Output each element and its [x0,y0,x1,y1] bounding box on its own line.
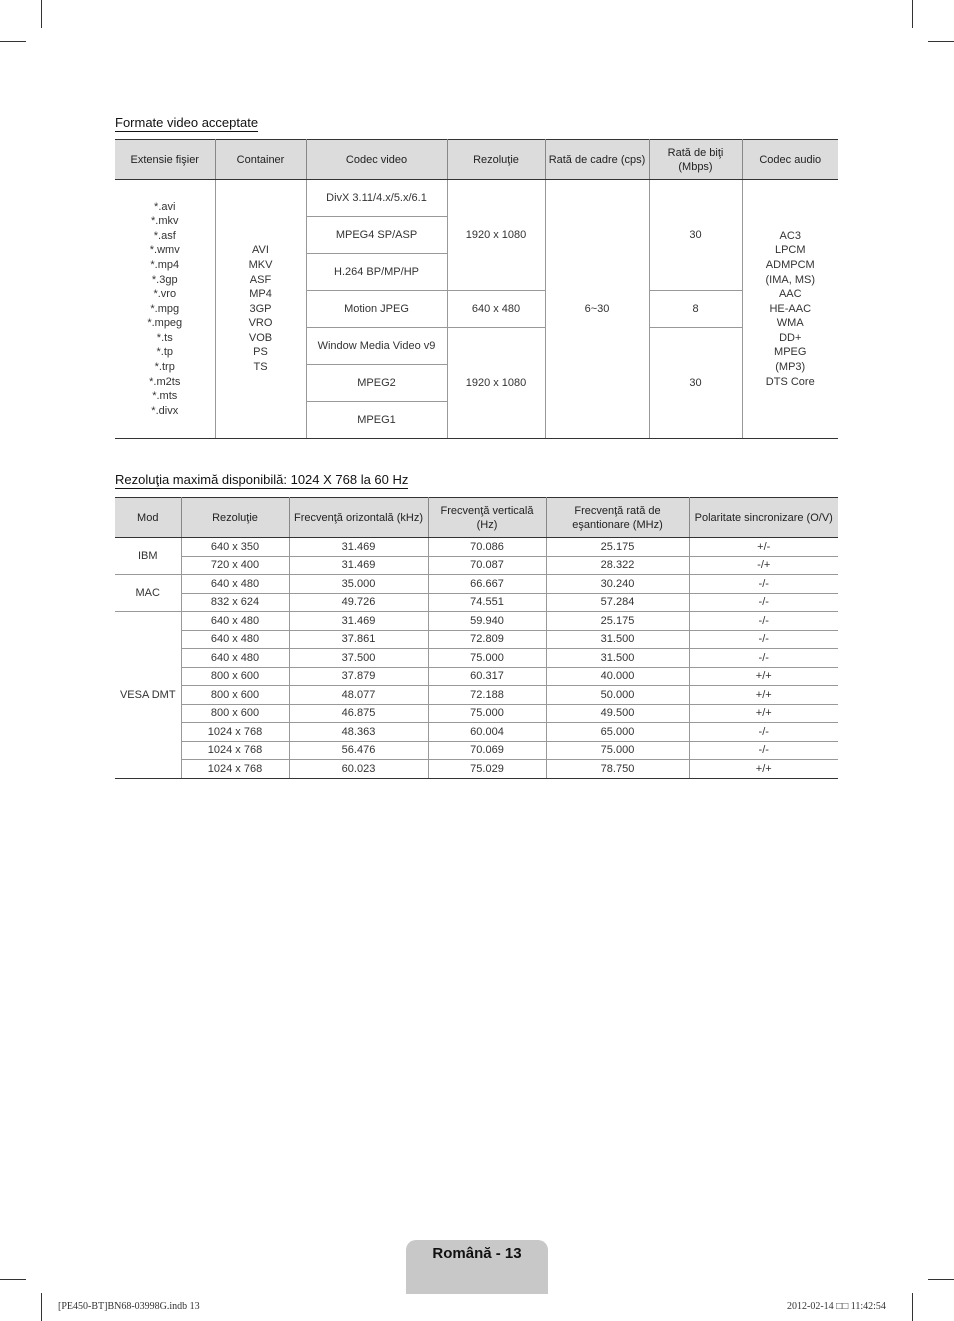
print-date-info: 2012-02-14 □□ 11:42:54 [787,1301,886,1312]
horizontal-frequency-cell: 48.077 [289,686,428,705]
resolution-cell: 640 x 480 [181,612,289,631]
vertical-frequency-cell: 74.551 [428,593,546,612]
section-title-video-formats: Formate video acceptate [115,115,259,130]
table-row [115,667,838,686]
pixel-clock-cell: 28.322 [546,556,689,575]
table-row [115,723,838,742]
extension-item: *.wmv [149,244,180,257]
resolution-cell: 800 x 600 [181,667,289,686]
container-item: ASF [249,273,272,286]
audio-codec-item: (IMA, MS) [765,273,815,286]
horizontal-frequency-cell: 37.879 [289,667,428,686]
extension-item: *.mts [152,390,178,403]
codec-cell: MPEG4 SP/ASP [306,217,447,254]
codec-cell: MPEG2 [306,365,447,402]
frame-rate-cell: 6~30 [545,180,649,439]
audio-codec-item: DTS Core [765,375,815,388]
sync-polarity-cell: +/- [689,538,838,557]
horizontal-frequency-cell: 37.500 [289,649,428,668]
container-item: VOB [248,331,273,344]
sync-polarity-cell: -/- [689,593,838,612]
pixel-clock-cell: 75.000 [546,741,689,760]
table-row [115,538,838,557]
sync-polarity-cell: +/+ [689,704,838,723]
pixel-clock-cell: 50.000 [546,686,689,705]
codec-cell: Motion JPEG [306,291,447,328]
horizontal-frequency-cell: 31.469 [289,612,428,631]
extension-item: *.mp4 [150,258,180,271]
resolution-cell: 640 x 350 [181,538,289,557]
extension-item: *.vro [153,288,177,301]
horizontal-frequency-cell: 31.469 [289,538,428,557]
resolution-cell: 640 x 480 [447,291,545,328]
table-row [115,575,838,594]
table-row [115,741,838,760]
sync-polarity-cell: -/- [689,741,838,760]
header-mode: Mod [115,498,181,538]
vertical-frequency-cell: 75.000 [428,704,546,723]
horizontal-frequency-cell: 31.469 [289,556,428,575]
crop-mark [0,41,26,42]
header-sync-polarity: Polaritate sincronizare (O/V) [689,498,838,538]
sync-polarity-cell: -/- [689,612,838,631]
resolution-cell: 1920 x 1080 [447,328,545,439]
sync-polarity-cell: -/- [689,649,838,668]
header-frame-rate: Rată de cadre (cps) [545,140,649,180]
table-row [115,593,838,612]
pixel-clock-cell: 78.750 [546,760,689,779]
header-resolution: Rezoluţie [447,140,545,180]
horizontal-frequency-cell: 48.363 [289,723,428,742]
horizontal-frequency-cell: 56.476 [289,741,428,760]
extension-item: *.mpg [150,302,180,315]
audio-codec-item: LPCM [774,244,806,257]
pixel-clock-cell: 49.500 [546,704,689,723]
codec-cell: Window Media Video v9 [306,328,447,365]
bit-rate-cell: 30 [649,180,742,291]
horizontal-frequency-cell: 46.875 [289,704,428,723]
horizontal-frequency-cell: 37.861 [289,630,428,649]
extension-item: *.ts [156,331,173,344]
extension-item: *.divx [151,404,179,417]
pixel-clock-cell: 57.284 [546,593,689,612]
sync-polarity-cell: +/+ [689,667,838,686]
resolution-cell: 1024 x 768 [181,741,289,760]
video-formats-table [115,139,838,439]
horizontal-frequency-cell: 35.000 [289,575,428,594]
sync-polarity-cell: -/+ [689,556,838,575]
crop-mark [41,0,42,28]
sync-polarity-cell: +/+ [689,686,838,705]
bit-rate-cell: 8 [649,291,742,328]
audio-codec-item: AC3 [779,229,801,242]
resolution-cell: 1024 x 768 [181,723,289,742]
container-item: MKV [248,258,273,271]
codec-cell: DivX 3.11/4.x/5.x/6.1 [306,180,447,217]
header-video-codec: Codec video [306,140,447,180]
pixel-clock-cell: 31.500 [546,630,689,649]
audio-codec-item: ADMPCM [765,258,815,271]
table-row [115,760,838,779]
vertical-frequency-cell: 70.087 [428,556,546,575]
table-row [115,649,838,668]
extensions-cell [115,180,215,439]
container-item: PS [253,346,268,359]
container-item: MP4 [249,288,272,301]
resolution-cell: 800 x 600 [181,686,289,705]
vertical-frequency-cell: 70.069 [428,741,546,760]
audio-codec-item: DD+ [779,331,802,344]
header-horizontal-frequency: Frecvenţă orizontală (kHz) [289,498,428,538]
section-title-max-resolution: Rezoluţia maximă disponibilă: 1024 X 768 la 60 Hz [115,472,409,487]
audio-codec-item: WMA [776,317,804,330]
pixel-clock-cell: 25.175 [546,538,689,557]
container-item: AVI [252,244,269,257]
table-row [115,612,838,631]
extension-item: *.mpeg [147,317,183,330]
header-container: Container [215,140,306,180]
pixel-clock-cell: 40.000 [546,667,689,686]
resolution-cell: 1920 x 1080 [447,180,545,291]
table-row [115,686,838,705]
audio-codec-item: (MP3) [775,361,806,374]
crop-mark [41,1293,42,1321]
mode-cell: IBM [115,538,181,575]
codec-cell: MPEG1 [306,402,447,439]
vertical-frequency-cell: 70.086 [428,538,546,557]
resolution-cell: 832 x 624 [181,593,289,612]
resolution-cell: 640 x 480 [181,630,289,649]
table-row [115,630,838,649]
container-item: 3GP [249,302,272,315]
codec-cell: H.264 BP/MP/HP [306,254,447,291]
horizontal-frequency-cell: 49.726 [289,593,428,612]
audio-codec-item: HE-AAC [769,302,812,315]
page-number-tab [406,1240,548,1294]
pixel-clock-cell: 25.175 [546,612,689,631]
sync-polarity-cell: +/+ [689,760,838,779]
mode-cell: MAC [115,575,181,612]
pixel-clock-cell: 65.000 [546,723,689,742]
vertical-frequency-cell: 60.004 [428,723,546,742]
audio-codecs-cell [742,180,838,439]
resolution-modes-table [115,497,838,779]
print-file-info: [PE450-BT]BN68-03998G.indb 13 [58,1301,200,1312]
vertical-frequency-cell: 60.317 [428,667,546,686]
header-audio-codec: Codec audio [742,140,838,180]
audio-codec-item: MPEG [774,346,807,359]
vertical-frequency-cell: 59.940 [428,612,546,631]
page-number: Română - 13 [432,1245,522,1262]
resolution-cell: 720 x 400 [181,556,289,575]
vertical-frequency-cell: 75.000 [428,649,546,668]
extension-item: *.mkv [151,215,179,228]
extension-item: *.3gp [151,273,178,286]
vertical-frequency-cell: 72.188 [428,686,546,705]
container-item: TS [253,361,268,374]
resolution-cell: 640 x 480 [181,575,289,594]
extension-item: *.asf [153,229,176,242]
containers-list [218,243,304,374]
container-item: VRO [248,317,273,330]
header-vertical-frequency: Frecvenţă verticală (Hz) [428,498,546,538]
vertical-frequency-cell: 66.667 [428,575,546,594]
crop-mark [928,1279,954,1280]
resolution-cell: 1024 x 768 [181,760,289,779]
header-file-extension: Extensie fişier [115,140,215,180]
pixel-clock-cell: 30.240 [546,575,689,594]
extension-item: *.trp [154,361,175,374]
extension-item: *.m2ts [149,375,181,388]
sync-polarity-cell: -/- [689,575,838,594]
sync-polarity-cell: -/- [689,723,838,742]
extension-item: *.avi [154,200,176,213]
extension-item: *.tp [156,346,173,359]
crop-mark [928,41,954,42]
crop-mark [912,0,913,28]
horizontal-frequency-cell: 60.023 [289,760,428,779]
crop-mark [0,1279,26,1280]
audio-codecs-list [745,229,837,390]
resolution-cell: 800 x 600 [181,704,289,723]
bit-rate-cell: 30 [649,328,742,439]
vertical-frequency-cell: 75.029 [428,760,546,779]
containers-cell [215,180,306,439]
header-pixel-clock: Frecvenţă rată de eşantionare (MHz) [546,498,689,538]
vertical-frequency-cell: 72.809 [428,630,546,649]
header-resolution: Rezoluţie [181,498,289,538]
table-row [115,556,838,575]
resolution-cell: 640 x 480 [181,649,289,668]
header-bit-rate: Rată de biţi (Mbps) [649,140,742,180]
crop-mark [912,1293,913,1321]
sync-polarity-cell: -/- [689,630,838,649]
pixel-clock-cell: 31.500 [546,649,689,668]
extensions-list [117,200,213,419]
mode-cell: VESA DMT [115,612,181,779]
audio-codec-item: AAC [778,288,802,301]
table-row [115,704,838,723]
